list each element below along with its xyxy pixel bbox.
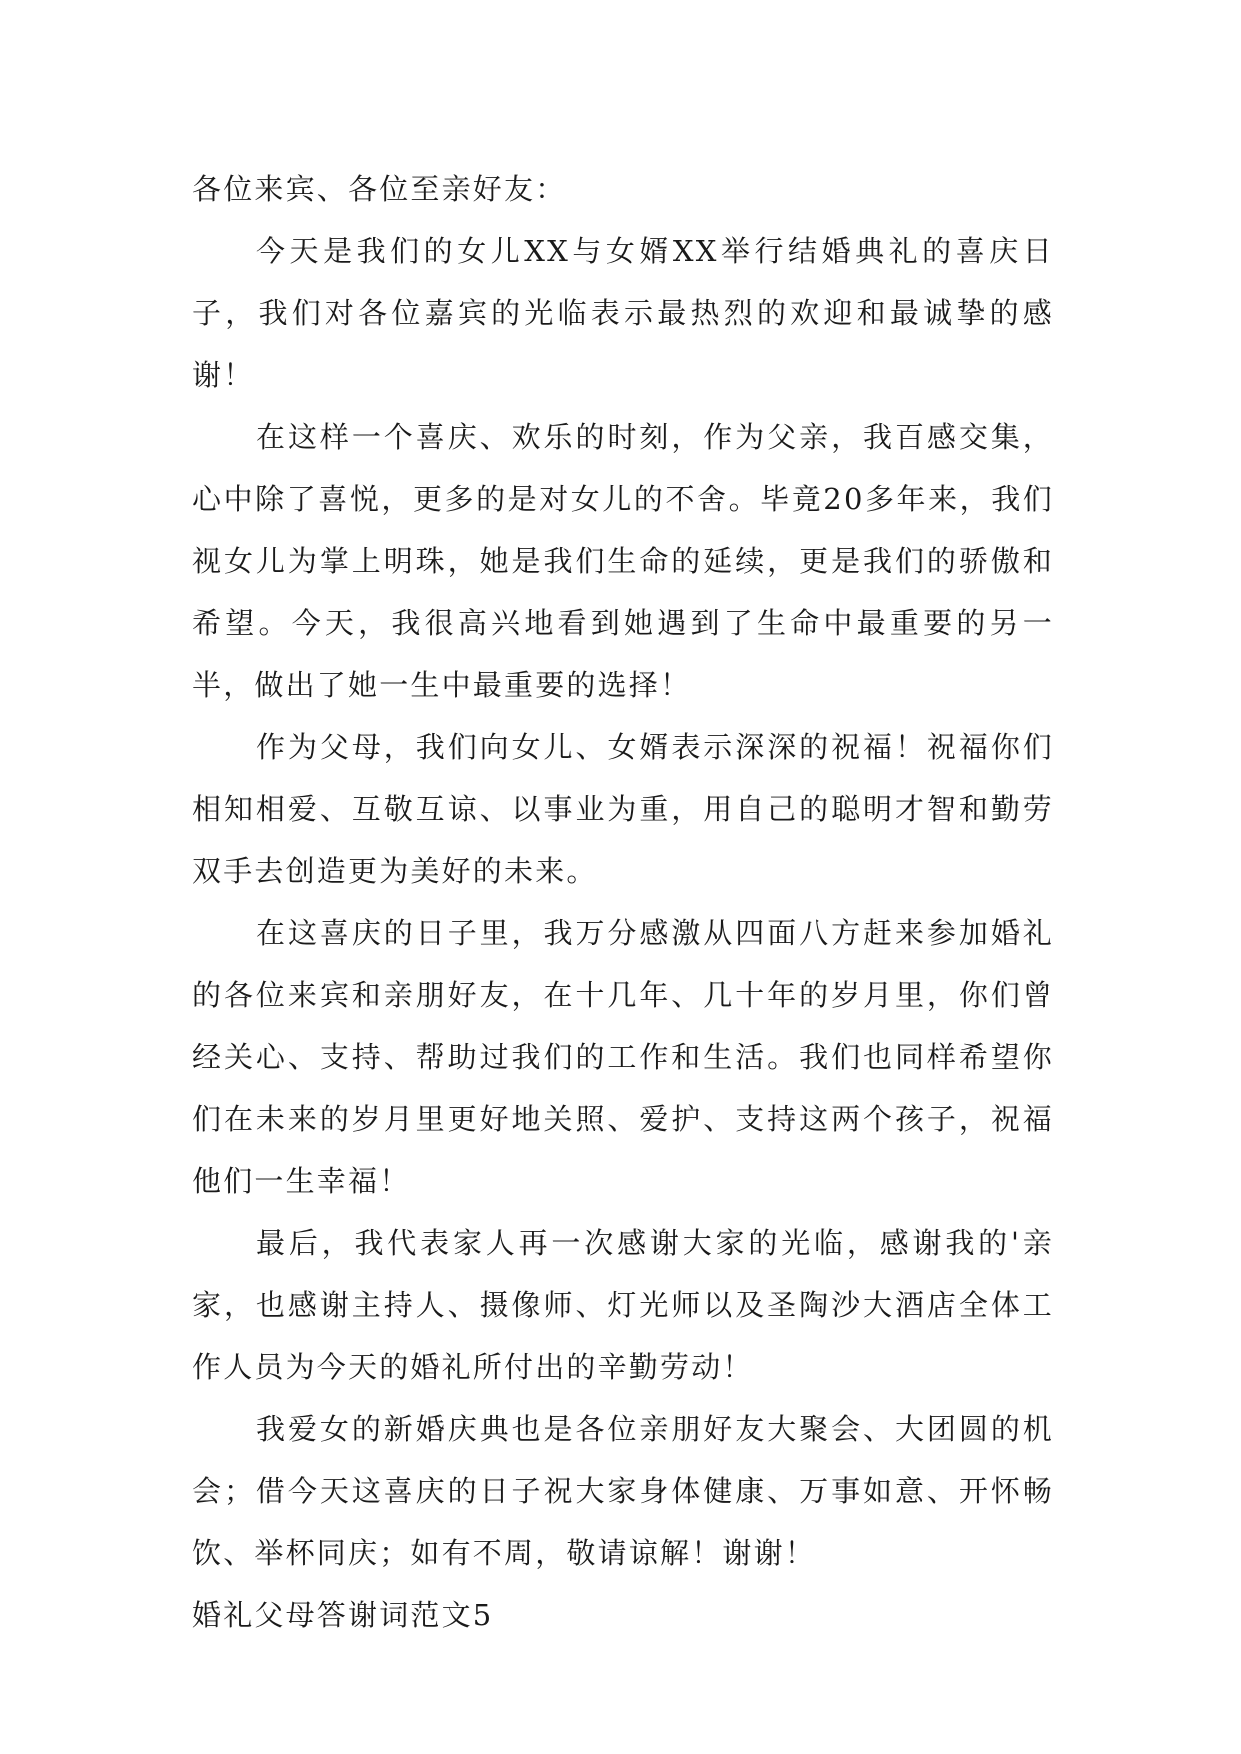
paragraph-blessing: 作为父母，我们向女儿、女婿表示深深的祝福！祝福你们相知相爱、互敬互谅、以事业为重，用自己的聪明才智和勤劳双手去创造更为美好的未来。 [192, 730, 1054, 888]
paragraph-final-thanks: 最后，我代表家人再一次感谢大家的光临，感谢我的'亲家，也感谢主持人、摄像师、灯光师以及圣陶沙大酒店全体工作人员为今天的婚礼所付出的辛勤劳动！ [192, 1226, 1054, 1384]
document-body [192, 158, 1054, 1646]
paragraph-welcome: 今天是我们的女儿XX与女婿XX举行结婚典礼的喜庆日子，我们对各位嘉宾的光临表示最热烈的欢迎和最诚挚的感谢！ [192, 234, 1054, 392]
salutation: 各位来宾、各位至亲好友： [192, 172, 567, 206]
paragraph-closing: 我爱女的新婚庆典也是各位亲朋好友大聚会、大团圆的机会；借今天这喜庆的日子祝大家身体健康、万事如意、开怀畅饮、举杯同庆；如有不周，敬请谅解！谢谢！ [192, 1412, 1054, 1570]
next-section-heading: 婚礼父母答谢词范文5 [192, 1598, 494, 1632]
paragraph-father-feelings: 在这样一个喜庆、欢乐的时刻，作为父亲，我百感交集，心中除了喜悦，更多的是对女儿的不舍。毕竟20多年来，我们视女儿为掌上明珠，她是我们生命的延续，更是我们的骄傲和希望。今天，我很高兴地看到她遇到了生命中最重要的另一半，做出了她一生中最重要的选择！ [192, 420, 1054, 702]
paragraph-gratitude-guests: 在这喜庆的日子里，我万分感激从四面八方赶来参加婚礼的各位来宾和亲朋好友，在十几年、几十年的岁月里，你们曾经关心、支持、帮助过我们的工作和生活。我们也同样希望你们在未来的岁月里更好地关照、爱护、支持这两个孩子，祝福他们一生幸福！ [192, 916, 1054, 1198]
